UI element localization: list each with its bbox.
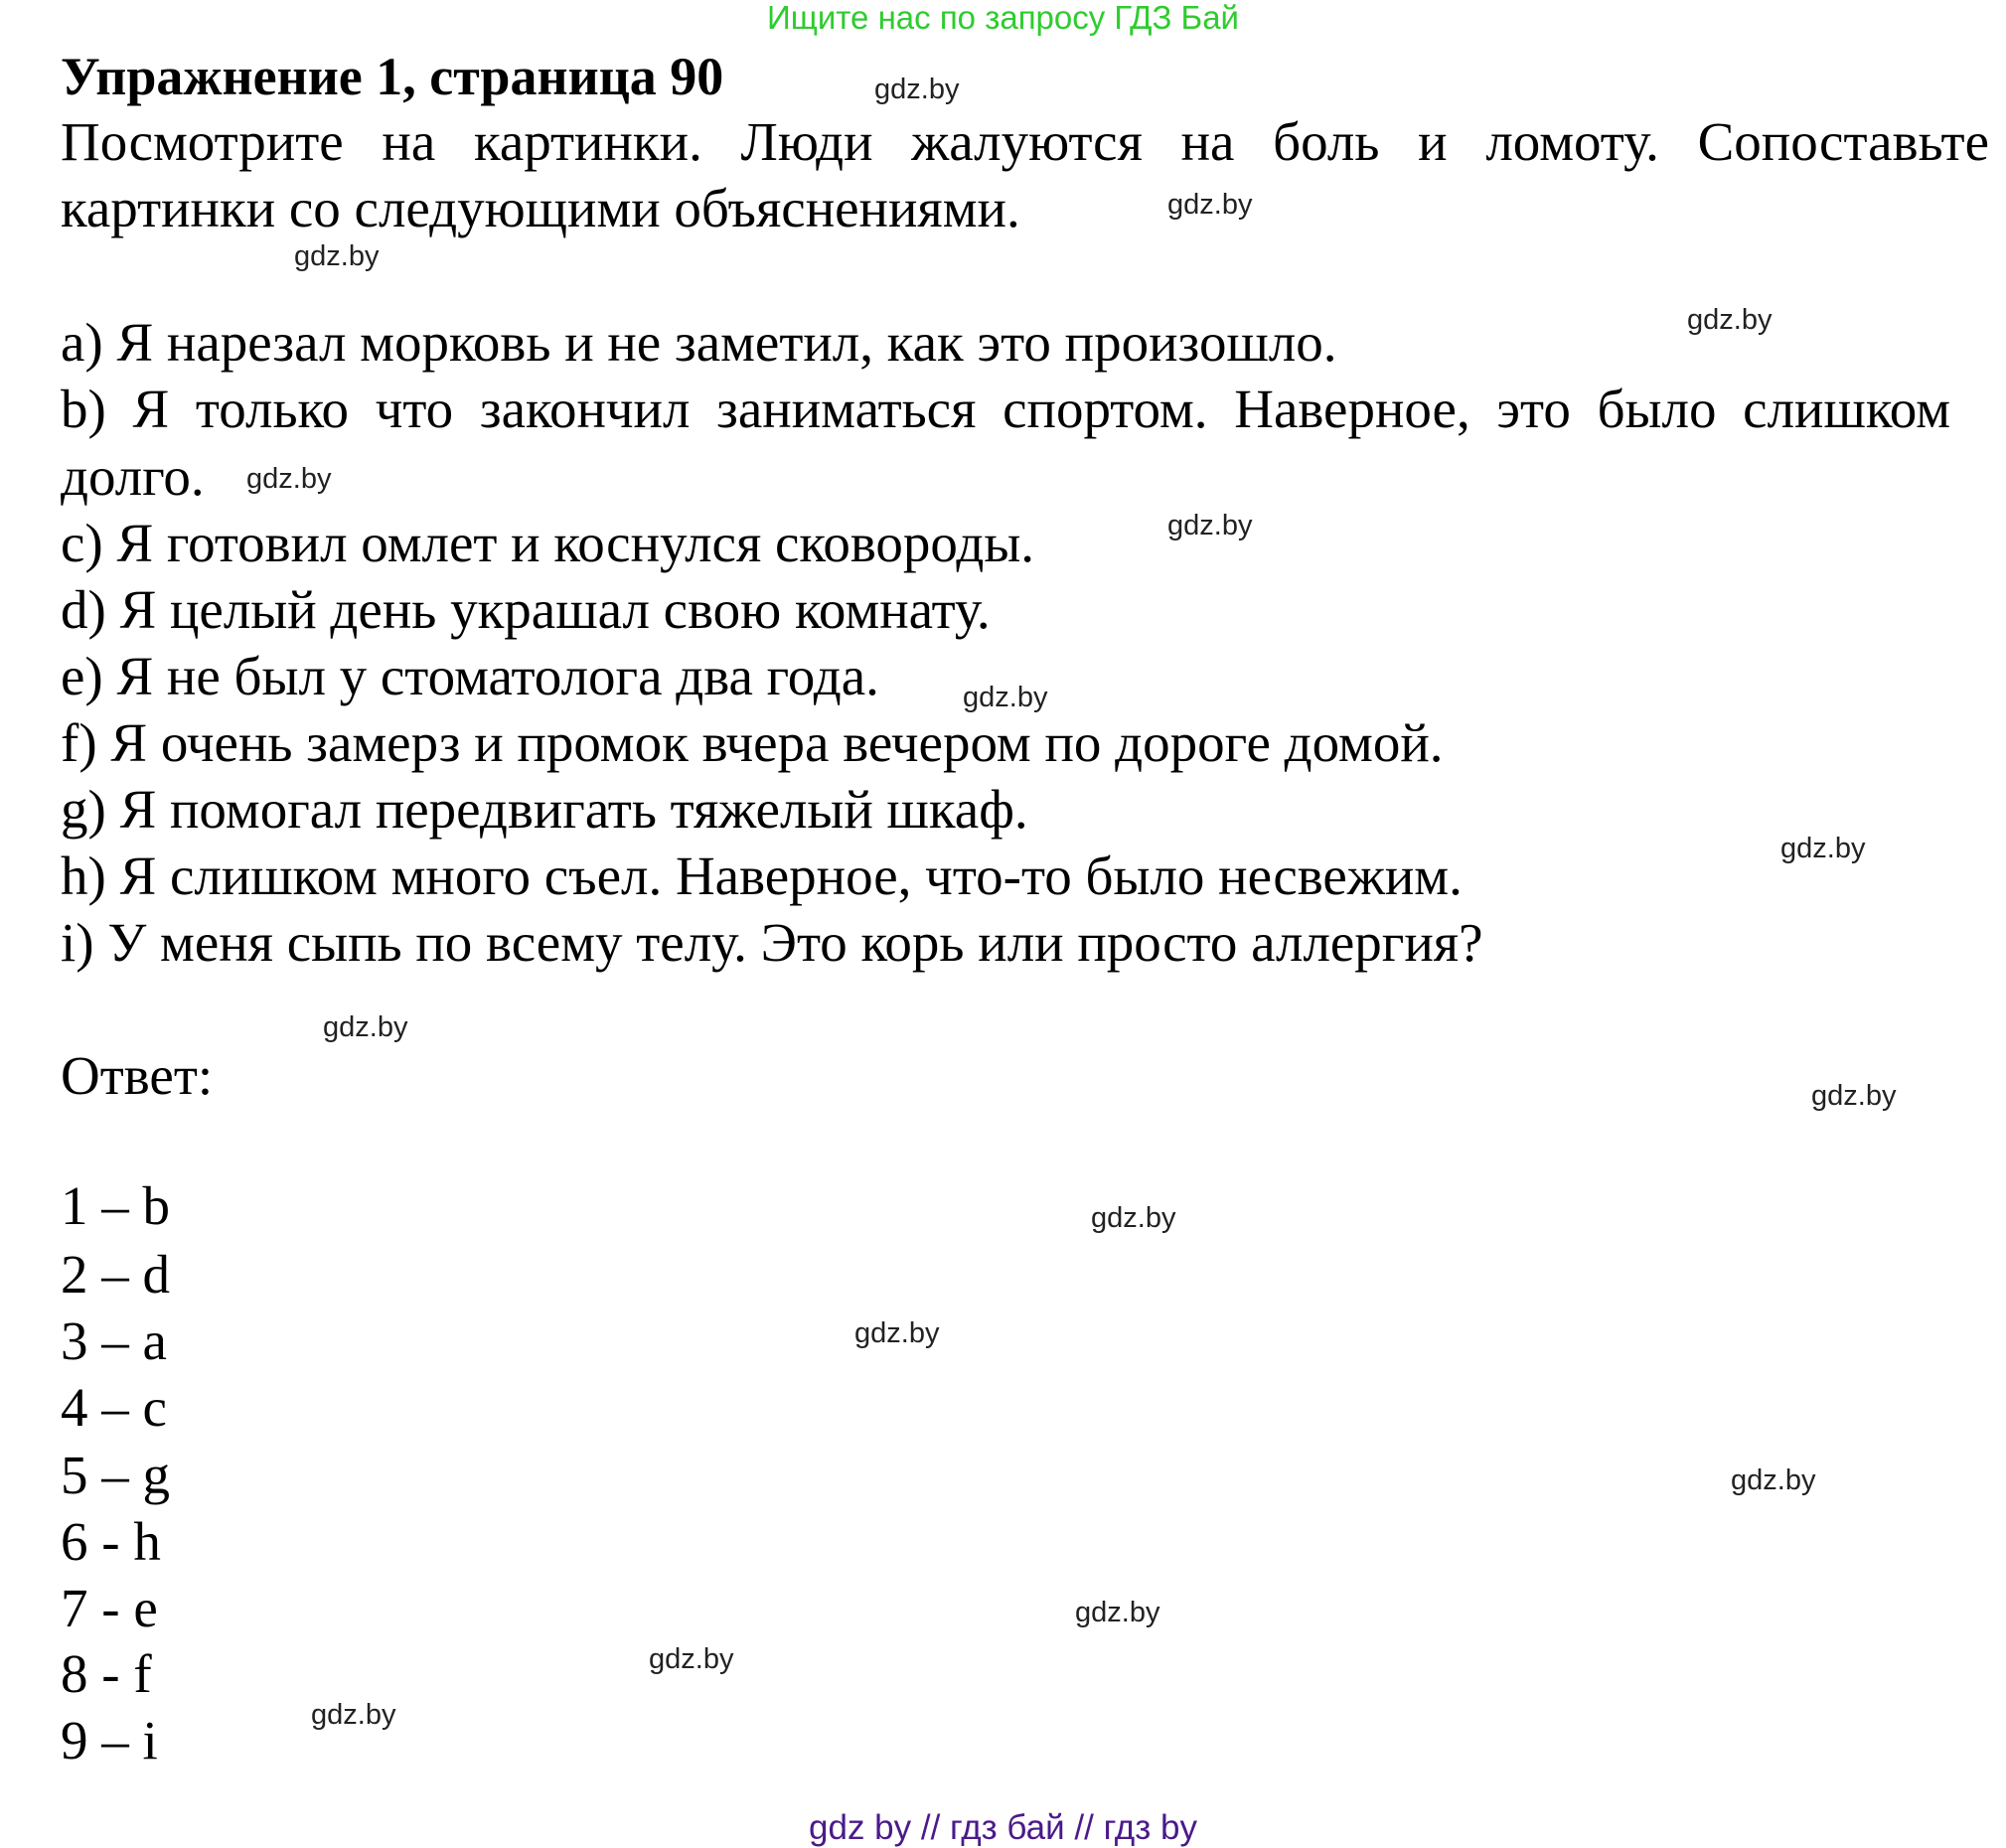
list-item: d) Я целый день украшал свою комнату. bbox=[61, 579, 991, 640]
watermark: gdz.by bbox=[1075, 1597, 1160, 1628]
watermark: gdz.by bbox=[1811, 1080, 1897, 1112]
answer-item: 6 - h bbox=[61, 1511, 161, 1572]
watermark: gdz.by bbox=[1687, 304, 1773, 336]
watermark: gdz.by bbox=[1167, 189, 1253, 221]
watermark: gdz.by bbox=[649, 1643, 734, 1675]
watermark: gdz.by bbox=[323, 1011, 408, 1043]
footer-links[interactable]: gdz by // гдз бай // гдз by bbox=[809, 1808, 1197, 1847]
watermark: gdz.by bbox=[294, 240, 380, 272]
watermark: gdz.by bbox=[1091, 1202, 1176, 1234]
list-item: f) Я очень замерз и промок вчера вечером по дороге домой. bbox=[61, 712, 1444, 773]
answer-item: 1 – b bbox=[61, 1175, 170, 1236]
answer-item: 7 - e bbox=[61, 1578, 158, 1638]
answer-item: 8 - f bbox=[61, 1643, 152, 1704]
answer-item: 4 – c bbox=[61, 1377, 167, 1438]
list-item: i) У меня сыпь по всему телу. Это корь или просто аллергия? bbox=[61, 912, 1483, 973]
list-item: b) Я только что закончил заниматься спортом. Наверное, это было слишком bbox=[61, 379, 1950, 439]
answer-item: 3 – a bbox=[61, 1310, 167, 1371]
page-title: Упражнение 1, страница 90 bbox=[61, 47, 724, 106]
watermark: gdz.by bbox=[246, 463, 332, 495]
list-item: e) Я не был у стоматолога два года. bbox=[61, 646, 879, 706]
answer-item: 2 – d bbox=[61, 1244, 170, 1305]
list-item: g) Я помогал передвигать тяжелый шкаф. bbox=[61, 779, 1028, 840]
watermark: gdz.by bbox=[874, 74, 960, 105]
answer-item: 9 – i bbox=[61, 1710, 158, 1771]
list-item: a) Я нарезал морковь и не заметил, как это произошло. bbox=[61, 312, 1337, 373]
answer-item: 5 – g bbox=[61, 1445, 170, 1505]
search-banner[interactable]: Ищите нас по запросу ГДЗ Бай bbox=[767, 0, 1239, 36]
watermark: gdz.by bbox=[963, 682, 1048, 713]
list-item: долго. bbox=[61, 446, 205, 507]
answer-label: Ответ: bbox=[61, 1045, 214, 1106]
watermark: gdz.by bbox=[1731, 1464, 1816, 1496]
instruction-line: картинки со следующими объяснениями. bbox=[61, 178, 1020, 238]
instruction-line: Посмотрите на картинки. Люди жалуются на боль и ломоту. Сопоставьте bbox=[61, 111, 1989, 172]
watermark: gdz.by bbox=[854, 1317, 940, 1349]
watermark: gdz.by bbox=[311, 1699, 396, 1731]
list-item: h) Я слишком много съел. Наверное, что-то было несвежим. bbox=[61, 846, 1463, 906]
watermark: gdz.by bbox=[1780, 833, 1866, 864]
list-item: c) Я готовил омлет и коснулся сковороды. bbox=[61, 513, 1035, 573]
watermark: gdz.by bbox=[1167, 510, 1253, 541]
